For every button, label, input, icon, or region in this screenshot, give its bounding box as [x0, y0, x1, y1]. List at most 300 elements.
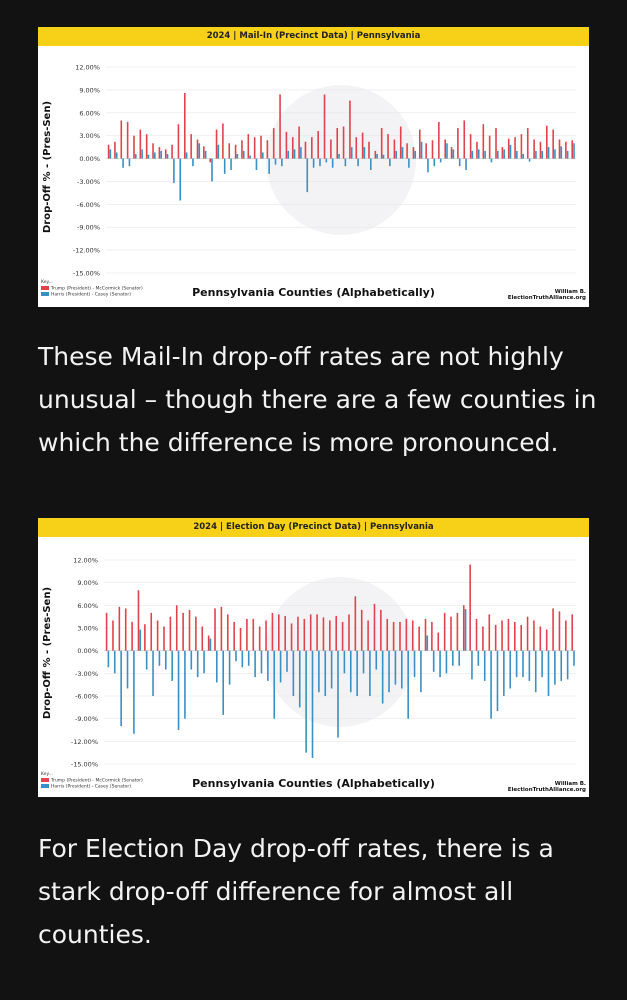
bar-harris: [484, 651, 486, 681]
bar-trump: [144, 624, 146, 650]
bar-harris: [114, 651, 116, 674]
bar-harris: [324, 651, 326, 696]
bar-trump: [159, 147, 161, 158]
bar-harris: [509, 651, 511, 689]
bar-harris: [548, 147, 550, 158]
bar-harris: [133, 651, 135, 734]
bar-trump: [546, 126, 548, 159]
legend-item-trump: [41, 286, 143, 292]
bar-trump: [386, 619, 388, 651]
y-tick-label: -3.00%: [77, 177, 100, 186]
bar-harris: [273, 651, 275, 719]
bar-harris: [529, 159, 531, 162]
bar-harris: [363, 651, 365, 674]
bar-trump: [305, 142, 307, 159]
bar-harris: [401, 651, 403, 689]
y-tick-label: 0.00%: [77, 647, 98, 656]
bar-trump: [495, 128, 497, 159]
bar-trump: [197, 139, 199, 158]
bar-harris: [560, 651, 562, 681]
bar-harris: [165, 651, 167, 670]
bar-harris: [395, 651, 397, 685]
bar-trump: [336, 128, 338, 159]
legend-item-trump-label: Trump (President) - McCormick (Senator): [51, 778, 143, 783]
legend-title: Key...: [41, 772, 53, 777]
bar-harris: [478, 149, 480, 158]
bar-trump: [381, 128, 383, 159]
bar-harris: [573, 651, 575, 666]
y-axis-label: Drop-Off % - (Pres-Sen): [42, 586, 53, 720]
chart-title: 2024 | Mail-In (Precinct Data) | Pennsylvania: [38, 27, 589, 46]
legend: [41, 772, 143, 790]
bar-harris: [210, 639, 212, 651]
bar-harris: [535, 651, 537, 693]
bar-trump: [221, 607, 223, 651]
bar-harris: [420, 651, 422, 693]
bar-harris: [198, 143, 200, 158]
bar-harris: [350, 651, 352, 693]
bar-trump: [418, 626, 420, 650]
bar-harris: [516, 651, 518, 677]
bar-trump: [488, 614, 490, 650]
bar-trump: [311, 137, 313, 158]
bar-trump: [119, 607, 121, 651]
bar-harris: [472, 151, 474, 159]
bar-harris: [516, 151, 518, 159]
x-axis-label: Pennsylvania Counties (Alphabetically): [192, 777, 435, 790]
bar-harris: [503, 651, 505, 696]
bar-harris: [541, 651, 543, 677]
bar-trump: [228, 143, 230, 158]
bar-trump: [108, 145, 110, 159]
bar-harris: [407, 651, 409, 719]
y-tick-label: -15.00%: [70, 760, 98, 769]
bar-harris: [268, 159, 270, 174]
bar-trump: [125, 608, 127, 650]
bar-trump: [393, 622, 395, 651]
bar-harris: [351, 147, 353, 158]
brand-author: William B.: [554, 781, 586, 787]
bar-trump: [114, 142, 116, 159]
bar-trump: [233, 622, 235, 651]
bar-harris: [345, 159, 347, 167]
bar-harris: [222, 651, 224, 715]
bar-trump: [375, 151, 377, 159]
bar-harris: [116, 152, 118, 158]
bar-trump: [208, 636, 210, 651]
bar-harris: [254, 651, 256, 677]
bar-trump: [252, 619, 254, 651]
bar-trump: [190, 134, 192, 158]
bar-trump: [412, 620, 414, 650]
bar-harris: [427, 636, 429, 651]
bar-harris: [120, 651, 122, 727]
y-tick-label: 6.00%: [77, 601, 98, 610]
y-tick-label: -6.00%: [75, 692, 98, 701]
y-axis-label: Drop-Off % - (Pres-Sen): [42, 100, 53, 234]
bar-trump: [324, 94, 326, 158]
bar-trump: [246, 619, 248, 651]
y-tick-label: 9.00%: [77, 579, 98, 588]
bar-trump: [527, 128, 529, 159]
bar-harris: [141, 149, 143, 158]
bar-harris: [338, 154, 340, 159]
bar-harris: [383, 155, 385, 159]
bar-harris: [421, 142, 423, 159]
bar-harris: [408, 159, 410, 168]
bar-trump: [552, 608, 554, 650]
legend-item-trump: [41, 778, 143, 784]
bar-harris: [332, 159, 334, 168]
watermark-circle: [266, 85, 416, 235]
bar-harris: [294, 149, 296, 158]
bar-trump: [400, 127, 402, 159]
bar-harris: [300, 147, 302, 158]
bar-trump: [463, 605, 465, 650]
legend-item-harris: [41, 292, 143, 298]
bar-trump: [260, 136, 262, 159]
bar-trump: [399, 622, 401, 651]
legend-item-trump-label: Trump (President) - McCormick (Senator): [51, 286, 143, 291]
election-day-plot: [38, 518, 589, 797]
bar-harris: [567, 651, 569, 680]
y-tick-label: -6.00%: [77, 200, 100, 209]
bar-trump: [150, 613, 152, 651]
bar-harris: [129, 159, 131, 167]
y-tick-label: -9.00%: [77, 223, 100, 232]
bar-harris: [205, 151, 207, 159]
legend-title: Key...: [41, 280, 53, 285]
bar-harris: [306, 159, 308, 193]
bar-harris: [286, 651, 288, 672]
x-axis-label: Pennsylvania Counties (Alphabetically): [192, 286, 435, 299]
bar-trump: [432, 140, 434, 158]
bar-trump: [406, 143, 408, 158]
bar-trump: [565, 142, 567, 159]
bar-harris: [510, 145, 512, 159]
bar-trump: [387, 134, 389, 158]
bar-trump: [343, 127, 345, 159]
bar-harris: [152, 651, 154, 696]
legend-item-harris-label: Harris (President) - Casey (Senator): [51, 784, 131, 789]
y-tick-label: -12.00%: [72, 246, 100, 255]
bar-trump: [284, 616, 286, 651]
bar-harris: [216, 651, 218, 683]
bar-harris: [280, 651, 282, 683]
bar-harris: [186, 152, 188, 158]
bar-harris: [567, 151, 569, 159]
bar-harris: [224, 159, 226, 174]
bar-trump: [476, 142, 478, 159]
bar-harris: [249, 156, 251, 159]
bar-trump: [106, 613, 108, 651]
bar-harris: [160, 151, 162, 159]
bar-trump: [278, 614, 280, 650]
bar-harris: [281, 159, 283, 167]
bar-harris: [554, 149, 556, 158]
bar-harris: [127, 651, 129, 689]
brand-author: William B.: [554, 289, 586, 295]
bar-trump: [165, 149, 167, 158]
bar-harris: [139, 630, 141, 651]
bar-harris: [535, 151, 537, 159]
bar-trump: [361, 610, 363, 651]
bar-harris: [275, 159, 277, 165]
y-tick-label: 9.00%: [79, 86, 100, 95]
bar-harris: [319, 159, 321, 167]
bar-trump: [146, 134, 148, 158]
bar-harris: [229, 651, 231, 685]
bar-trump: [425, 619, 427, 651]
bar-trump: [201, 626, 203, 650]
bar-harris: [458, 651, 460, 666]
bar-trump: [131, 622, 133, 651]
bar-trump: [520, 625, 522, 651]
bar-trump: [259, 626, 261, 650]
bar-harris: [197, 651, 199, 677]
bar-trump: [368, 142, 370, 159]
bar-trump: [292, 137, 294, 158]
legend: [41, 280, 143, 298]
bar-trump: [514, 137, 516, 158]
legend-item-harris-label: Harris (President) - Casey (Senator): [51, 292, 131, 297]
bar-trump: [565, 620, 567, 650]
bar-harris: [154, 152, 156, 158]
bar-trump: [330, 139, 332, 158]
bar-trump: [184, 93, 186, 159]
bar-trump: [546, 630, 548, 651]
bar-trump: [227, 614, 229, 650]
bar-harris: [108, 651, 110, 668]
bar-trump: [406, 619, 408, 651]
bar-harris: [548, 651, 550, 696]
bar-trump: [310, 614, 312, 650]
bar-harris: [471, 651, 473, 680]
bar-trump: [349, 101, 351, 159]
bar-harris: [235, 651, 237, 662]
bar-trump: [316, 614, 318, 650]
bar-harris: [159, 651, 161, 666]
brand-watermark: [508, 289, 586, 301]
bar-harris: [433, 651, 435, 672]
bar-trump: [265, 620, 267, 650]
bar-trump: [355, 137, 357, 158]
bar-harris: [529, 651, 531, 681]
bar-trump: [235, 145, 237, 159]
bar-trump: [444, 139, 446, 158]
bar-trump: [367, 620, 369, 650]
mail-in-plot: [38, 27, 589, 307]
bar-harris: [402, 147, 404, 158]
bar-harris: [167, 154, 169, 159]
bar-harris: [561, 146, 563, 158]
bar-trump: [209, 159, 211, 163]
bar-trump: [152, 143, 154, 158]
bar-trump: [540, 142, 542, 159]
y-tick-label: 12.00%: [75, 63, 100, 72]
bar-harris: [376, 154, 378, 159]
bar-trump: [176, 605, 178, 650]
bar-harris: [122, 159, 124, 168]
bar-harris: [305, 651, 307, 753]
bar-trump: [533, 139, 535, 158]
bar-harris: [370, 159, 372, 170]
brand-site: ElectionTruthAlliance.org: [507, 787, 586, 793]
bar-harris: [337, 651, 339, 738]
bar-trump: [394, 139, 396, 158]
bar-trump: [438, 122, 440, 159]
bar-trump: [304, 619, 306, 651]
bar-trump: [470, 134, 472, 158]
bar-harris: [110, 149, 112, 158]
bar-trump: [527, 617, 529, 651]
bar-harris: [248, 651, 250, 666]
bar-trump: [178, 124, 180, 158]
caption-election-day: For Election Day drop-off rates, there is a stark drop-off difference for almost all counties.: [38, 834, 554, 949]
bar-harris: [459, 159, 461, 167]
bar-trump: [362, 133, 364, 159]
bar-trump: [120, 120, 122, 158]
brand-watermark: [508, 781, 586, 793]
bar-harris: [382, 651, 384, 704]
bar-trump: [450, 617, 452, 651]
bar-harris: [326, 159, 328, 163]
bar-harris: [261, 651, 263, 674]
bar-trump: [374, 604, 376, 651]
bar-trump: [323, 617, 325, 650]
bar-harris: [465, 159, 467, 170]
bar-harris: [299, 651, 301, 708]
election-day-chart: [38, 518, 589, 797]
bar-harris: [312, 651, 314, 758]
bar-harris: [433, 159, 435, 167]
bar-harris: [573, 143, 575, 158]
bar-trump: [431, 622, 433, 651]
bar-trump: [297, 617, 299, 651]
bar-trump: [483, 124, 485, 158]
bar-harris: [478, 651, 480, 666]
bar-trump: [335, 616, 337, 651]
bar-trump: [342, 622, 344, 651]
bar-harris: [369, 651, 371, 696]
bar-trump: [127, 122, 129, 159]
bar-harris: [522, 154, 524, 159]
bar-trump: [138, 590, 140, 650]
bar-trump: [279, 94, 281, 158]
bar-harris: [179, 159, 181, 201]
bar-harris: [135, 154, 137, 159]
mail-in-chart: [38, 27, 589, 307]
bar-harris: [375, 651, 377, 670]
bar-trump: [170, 617, 172, 651]
bar-trump: [413, 147, 415, 158]
bar-trump: [112, 620, 114, 650]
chart-title: 2024 | Election Day (Precinct Data) | Pennsylvania: [38, 518, 589, 537]
bar-trump: [214, 608, 216, 650]
bar-harris: [191, 651, 193, 670]
bar-harris: [554, 651, 556, 685]
bar-harris: [414, 151, 416, 159]
bar-trump: [476, 619, 478, 651]
bar-harris: [497, 651, 499, 711]
bar-trump: [248, 134, 250, 158]
bar-harris: [427, 159, 429, 173]
bar-harris: [230, 159, 232, 170]
bar-harris: [484, 151, 486, 159]
legend-item-harris: [41, 784, 143, 790]
bar-trump: [463, 120, 465, 158]
bar-trump: [273, 128, 275, 159]
bar-trump: [457, 128, 459, 159]
bar-trump: [317, 131, 319, 158]
brand-site: ElectionTruthAlliance.org: [507, 295, 586, 301]
y-tick-label: 0.00%: [79, 155, 100, 164]
bar-trump: [267, 140, 269, 158]
bar-trump: [203, 146, 205, 158]
bar-trump: [540, 626, 542, 650]
bar-harris: [357, 159, 359, 167]
bar-trump: [552, 130, 554, 159]
bar-harris: [237, 154, 239, 159]
bar-harris: [331, 651, 333, 689]
bar-harris: [465, 609, 467, 651]
bar-trump: [133, 136, 135, 159]
bar-harris: [211, 159, 213, 182]
bar-trump: [355, 596, 357, 650]
bar-trump: [291, 623, 293, 650]
bar-harris: [344, 651, 346, 674]
bar-trump: [571, 140, 573, 158]
bar-trump: [163, 626, 165, 650]
bar-trump: [419, 130, 421, 159]
bar-harris: [267, 651, 269, 681]
y-tick-label: -15.00%: [72, 269, 100, 278]
bar-harris: [293, 651, 295, 696]
bar-harris: [446, 143, 448, 158]
bar-harris: [318, 651, 320, 693]
bar-harris: [503, 149, 505, 158]
bar-harris: [148, 155, 150, 159]
caption-mail-in: These Mail-In drop-off rates are not highly unusual – though there are a few counties in which the difference is more pronounced.: [38, 342, 597, 457]
bar-harris: [364, 147, 366, 158]
bar-trump: [272, 613, 274, 651]
y-tick-label: -3.00%: [75, 669, 98, 678]
bar-trump: [298, 127, 300, 159]
bar-trump: [469, 565, 471, 651]
bar-trump: [195, 617, 197, 651]
bar-harris: [497, 151, 499, 159]
bar-harris: [262, 152, 264, 158]
bar-trump: [140, 130, 142, 159]
bar-trump: [559, 139, 561, 158]
bar-harris: [395, 151, 397, 159]
bar-harris: [446, 651, 448, 674]
bar-trump: [571, 614, 573, 650]
bar-harris: [171, 651, 173, 681]
bar-harris: [203, 651, 205, 674]
bar-harris: [453, 149, 455, 158]
bar-harris: [440, 159, 442, 163]
bar-trump: [482, 626, 484, 650]
bar-trump: [329, 620, 331, 650]
y-tick-label: 12.00%: [73, 556, 98, 565]
bar-harris: [173, 159, 175, 183]
bar-trump: [254, 137, 256, 158]
bar-harris: [313, 159, 315, 168]
y-tick-label: 3.00%: [79, 132, 100, 141]
bar-trump: [489, 136, 491, 159]
bar-trump: [157, 620, 159, 650]
